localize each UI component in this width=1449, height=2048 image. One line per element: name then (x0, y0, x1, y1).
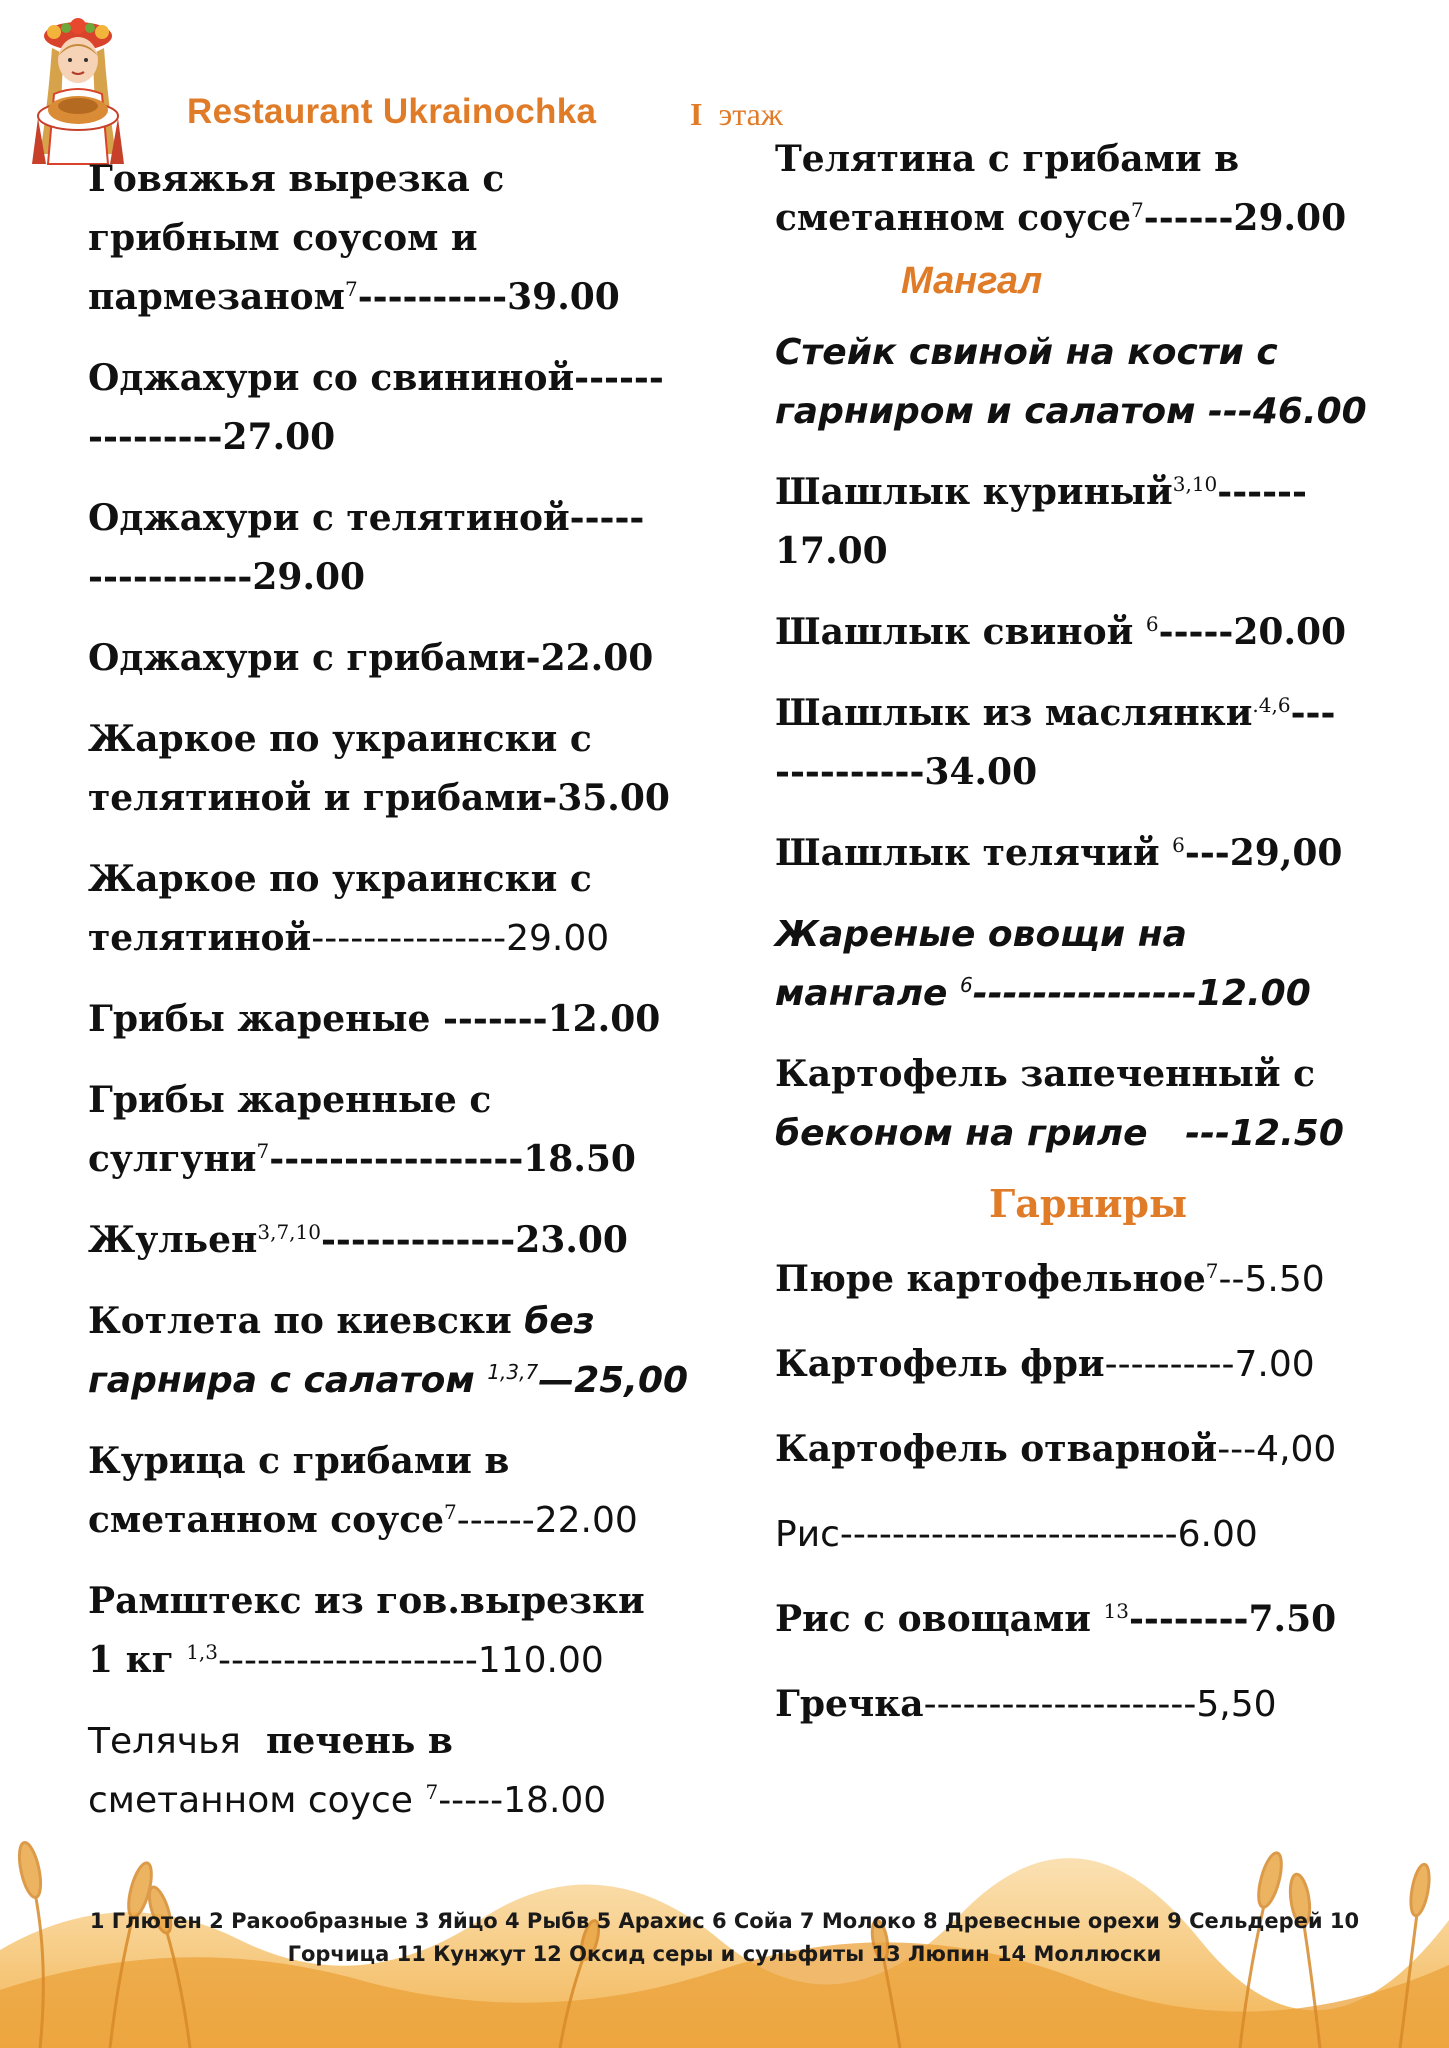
menu-item (775, 1250, 1395, 1309)
item-price: ---12.50 (1185, 1113, 1344, 1154)
item-line: Грибы жаренные с (88, 1079, 492, 1121)
item-line (88, 1130, 728, 1189)
item-price: -------------23.00 (320, 1219, 628, 1261)
item-name: Шашлык свиной (775, 611, 1134, 653)
menu-item (88, 710, 728, 828)
item-line: гарниром и салатом ---46.00 (775, 391, 1367, 432)
item-price: --------------------110.00 (218, 1640, 604, 1681)
menu-item (88, 629, 728, 688)
item-line (775, 684, 1395, 743)
item-note: без (524, 1301, 595, 1342)
item-line (88, 1491, 728, 1550)
item-price: --- (1290, 692, 1336, 734)
allergen-note: 6 (1145, 612, 1159, 636)
item-price: ------29.00 (1143, 197, 1347, 239)
item-line (88, 1631, 728, 1690)
item-price: --5.50 (1218, 1259, 1325, 1300)
allergen-note: 6 (960, 973, 973, 997)
item-line: телятиной и грибами-35.00 (88, 777, 670, 819)
item-name: 1 кг (88, 1639, 174, 1681)
item-line (775, 463, 1395, 522)
menu-item (88, 850, 728, 968)
item-line (88, 1351, 728, 1410)
item-line: Рамштекс из гов.вырезки (88, 1580, 645, 1622)
item-name: Картофель фри (775, 1343, 1105, 1385)
item-price: ----------7.00 (1104, 1344, 1315, 1385)
item-line (88, 1712, 728, 1771)
floor-label (690, 96, 783, 133)
item-name: Картофель отварной (775, 1428, 1218, 1470)
allergen-note: 7 (256, 1139, 270, 1163)
allergen-note: 7 (1131, 198, 1144, 222)
item-price: ---29,00 (1184, 832, 1343, 874)
menu-item (88, 990, 728, 1049)
item-price: ------ (1217, 471, 1307, 513)
item-line: Говяжья вырезка с (88, 158, 505, 200)
menu-item (775, 824, 1395, 883)
item-line: Жаркое по украински с (88, 718, 592, 760)
allergen-note: 7 (444, 1500, 457, 1524)
item-name: Шашлык куриный (775, 471, 1173, 513)
menu-item (88, 1211, 728, 1270)
item-price: ----------39.00 (357, 276, 620, 318)
item-price: -----20.00 (1158, 611, 1347, 653)
allergen-note: 7 (1205, 1259, 1219, 1283)
item-name: сметанном соусе (775, 197, 1132, 239)
menu-item (775, 684, 1395, 802)
section-title-grill: Мангал (901, 260, 1043, 302)
allergen-legend (0, 1905, 1449, 1971)
menu-item (88, 1572, 728, 1690)
item-price: —25,00 (538, 1360, 689, 1401)
item-line (88, 1211, 728, 1270)
item-price: --------7.50 (1128, 1598, 1337, 1640)
menu-item (775, 463, 1395, 581)
menu-item (775, 1675, 1395, 1734)
item-line: 17.00 (775, 530, 888, 572)
item-line (775, 964, 1395, 1023)
menu-item (88, 489, 728, 607)
item-name: сулгуни (88, 1138, 257, 1180)
item-line: грибным соусом и (88, 217, 478, 259)
item-name: Пюре картофельное (775, 1258, 1206, 1300)
item-line: Стейк свиной на кости с (775, 332, 1278, 373)
item-name: Котлета по киевски (88, 1300, 512, 1342)
item-price: ------22.00 (456, 1500, 638, 1541)
allergen-note: 7 (344, 277, 358, 301)
item-name: сметанном соусе (88, 1780, 413, 1821)
menu-item (775, 1420, 1395, 1479)
item-line: Оджахури с телятиной----- (88, 497, 645, 539)
item-line (88, 1292, 728, 1351)
item-price: -----18.00 (438, 1780, 607, 1821)
item-name: гарнира с салатом (88, 1360, 475, 1401)
item-line (775, 1104, 1395, 1163)
menu-item (88, 1432, 728, 1550)
item-name: печень в (266, 1720, 453, 1762)
allergen-note: 1,3 (186, 1640, 218, 1664)
item-name: сметанном соусе (88, 1499, 445, 1541)
item-line: ----------34.00 (775, 751, 1038, 793)
item-name: Телячья (88, 1721, 241, 1762)
item-price: --------------------------6.00 (839, 1514, 1258, 1555)
item-price: ---------------29.00 (311, 918, 610, 959)
menu-item (775, 130, 1395, 248)
allergen-line: 1 Глютен 2 Ракообразные 3 Яйцо 4 Рыбв 5 Арахис 6 Сойа 7 Молоко 8 Древесные орехи 9 Сельдерей 10 (89, 1909, 1360, 1933)
allergen-note: 6 (1172, 833, 1185, 857)
item-name: Гречка (775, 1683, 924, 1725)
item-line: Жаркое по украински с (88, 858, 592, 900)
item-name: Жульен (88, 1219, 258, 1261)
menu-item (88, 150, 728, 327)
allergen-note: 3,7,10 (257, 1220, 321, 1244)
menu-item (775, 1045, 1395, 1163)
item-line: Оджахури с грибами-22.00 (88, 637, 654, 679)
menu-left-column (88, 150, 728, 1830)
menu-item (775, 1335, 1395, 1394)
item-line: Курица с грибами в (88, 1440, 510, 1482)
allergen-note: 1,3,7 (487, 1360, 539, 1384)
menu-item (88, 1071, 728, 1189)
menu-item (88, 349, 728, 467)
item-price: ---4,00 (1217, 1429, 1337, 1470)
item-line: Жареные овощи на (775, 914, 1187, 955)
item-name: пармезаном (88, 276, 345, 318)
allergen-note: .4,6 (1252, 693, 1291, 717)
item-line: -----------29.00 (88, 556, 366, 598)
allergen-note: 13 (1103, 1599, 1129, 1623)
item-price: ---------------------5,50 (923, 1684, 1277, 1725)
section-title-sides: Гарниры (989, 1181, 1188, 1226)
restaurant-name: Restaurant Ukrainochka (187, 92, 597, 131)
sides-list (775, 1250, 1395, 1734)
item-price: ---------------12.00 (972, 973, 1311, 1014)
item-name: Рис с овощами (775, 1598, 1091, 1640)
item-line: Оджахури со свининой------ (88, 357, 664, 399)
item-name: мангале (775, 973, 948, 1014)
menu-item (775, 1590, 1395, 1649)
item-line (775, 824, 1395, 883)
allergen-note: 7 (425, 1780, 439, 1804)
allergen-line: Горчица 11 Кунжут 12 Оксид серы и сульфиты 13 Люпин 14 Моллюски (287, 1942, 1162, 1966)
item-name: беконом на гриле (775, 1113, 1148, 1154)
item-name: телятиной (88, 917, 312, 959)
item-line: Грибы жареные -------12.00 (88, 998, 661, 1040)
item-line (775, 189, 1395, 248)
item-line (775, 603, 1395, 662)
menu-item (775, 323, 1395, 441)
item-price: -----------------18.50 (269, 1138, 636, 1180)
item-line: ---------27.00 (88, 416, 336, 458)
menu-item (775, 1505, 1395, 1564)
floor-word: этаж (718, 96, 783, 132)
menu-item (775, 905, 1395, 1023)
item-name: Шашлык телячий (775, 832, 1160, 874)
floor-number: I (690, 96, 703, 132)
item-line: Картофель запеченный с (775, 1053, 1316, 1095)
item-line: Телятина с грибами в (775, 138, 1240, 180)
item-line (88, 268, 728, 327)
item-name: Рис (775, 1514, 840, 1555)
menu-item (775, 603, 1395, 662)
menu-item (88, 1292, 728, 1410)
menu-right-column (775, 130, 1395, 1734)
item-name: Шашлык из маслянки (775, 692, 1253, 734)
item-line (88, 909, 728, 968)
allergen-note: 3,10 (1172, 472, 1218, 496)
